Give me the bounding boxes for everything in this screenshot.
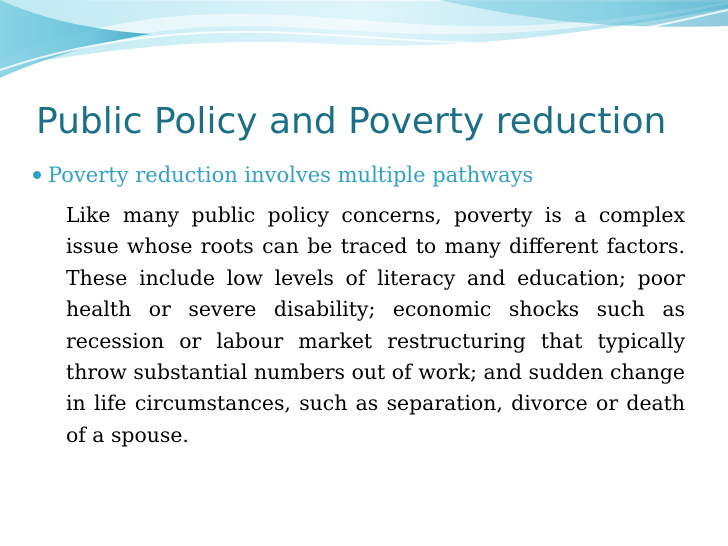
header-wave-decoration: [0, 0, 728, 82]
bullet-dot-icon: [33, 171, 41, 179]
body-paragraph: Like many public policy concerns, poverty is a complex issue whose roots can be traced to many different factors. These include low levels of literacy and education; poor health or severe disability; economic shocks such as recession or labour market restructuring that typically throw substantial numbers out of work; and sudden change in life circumstances, such as separation, divorce or death of a spouse.: [66, 203, 685, 447]
bullet-text: Poverty reduction involves multiple pathways: [48, 163, 534, 187]
slide-title: Public Policy and Poverty reduction: [36, 101, 667, 142]
bullet-item: [48, 160, 698, 190]
